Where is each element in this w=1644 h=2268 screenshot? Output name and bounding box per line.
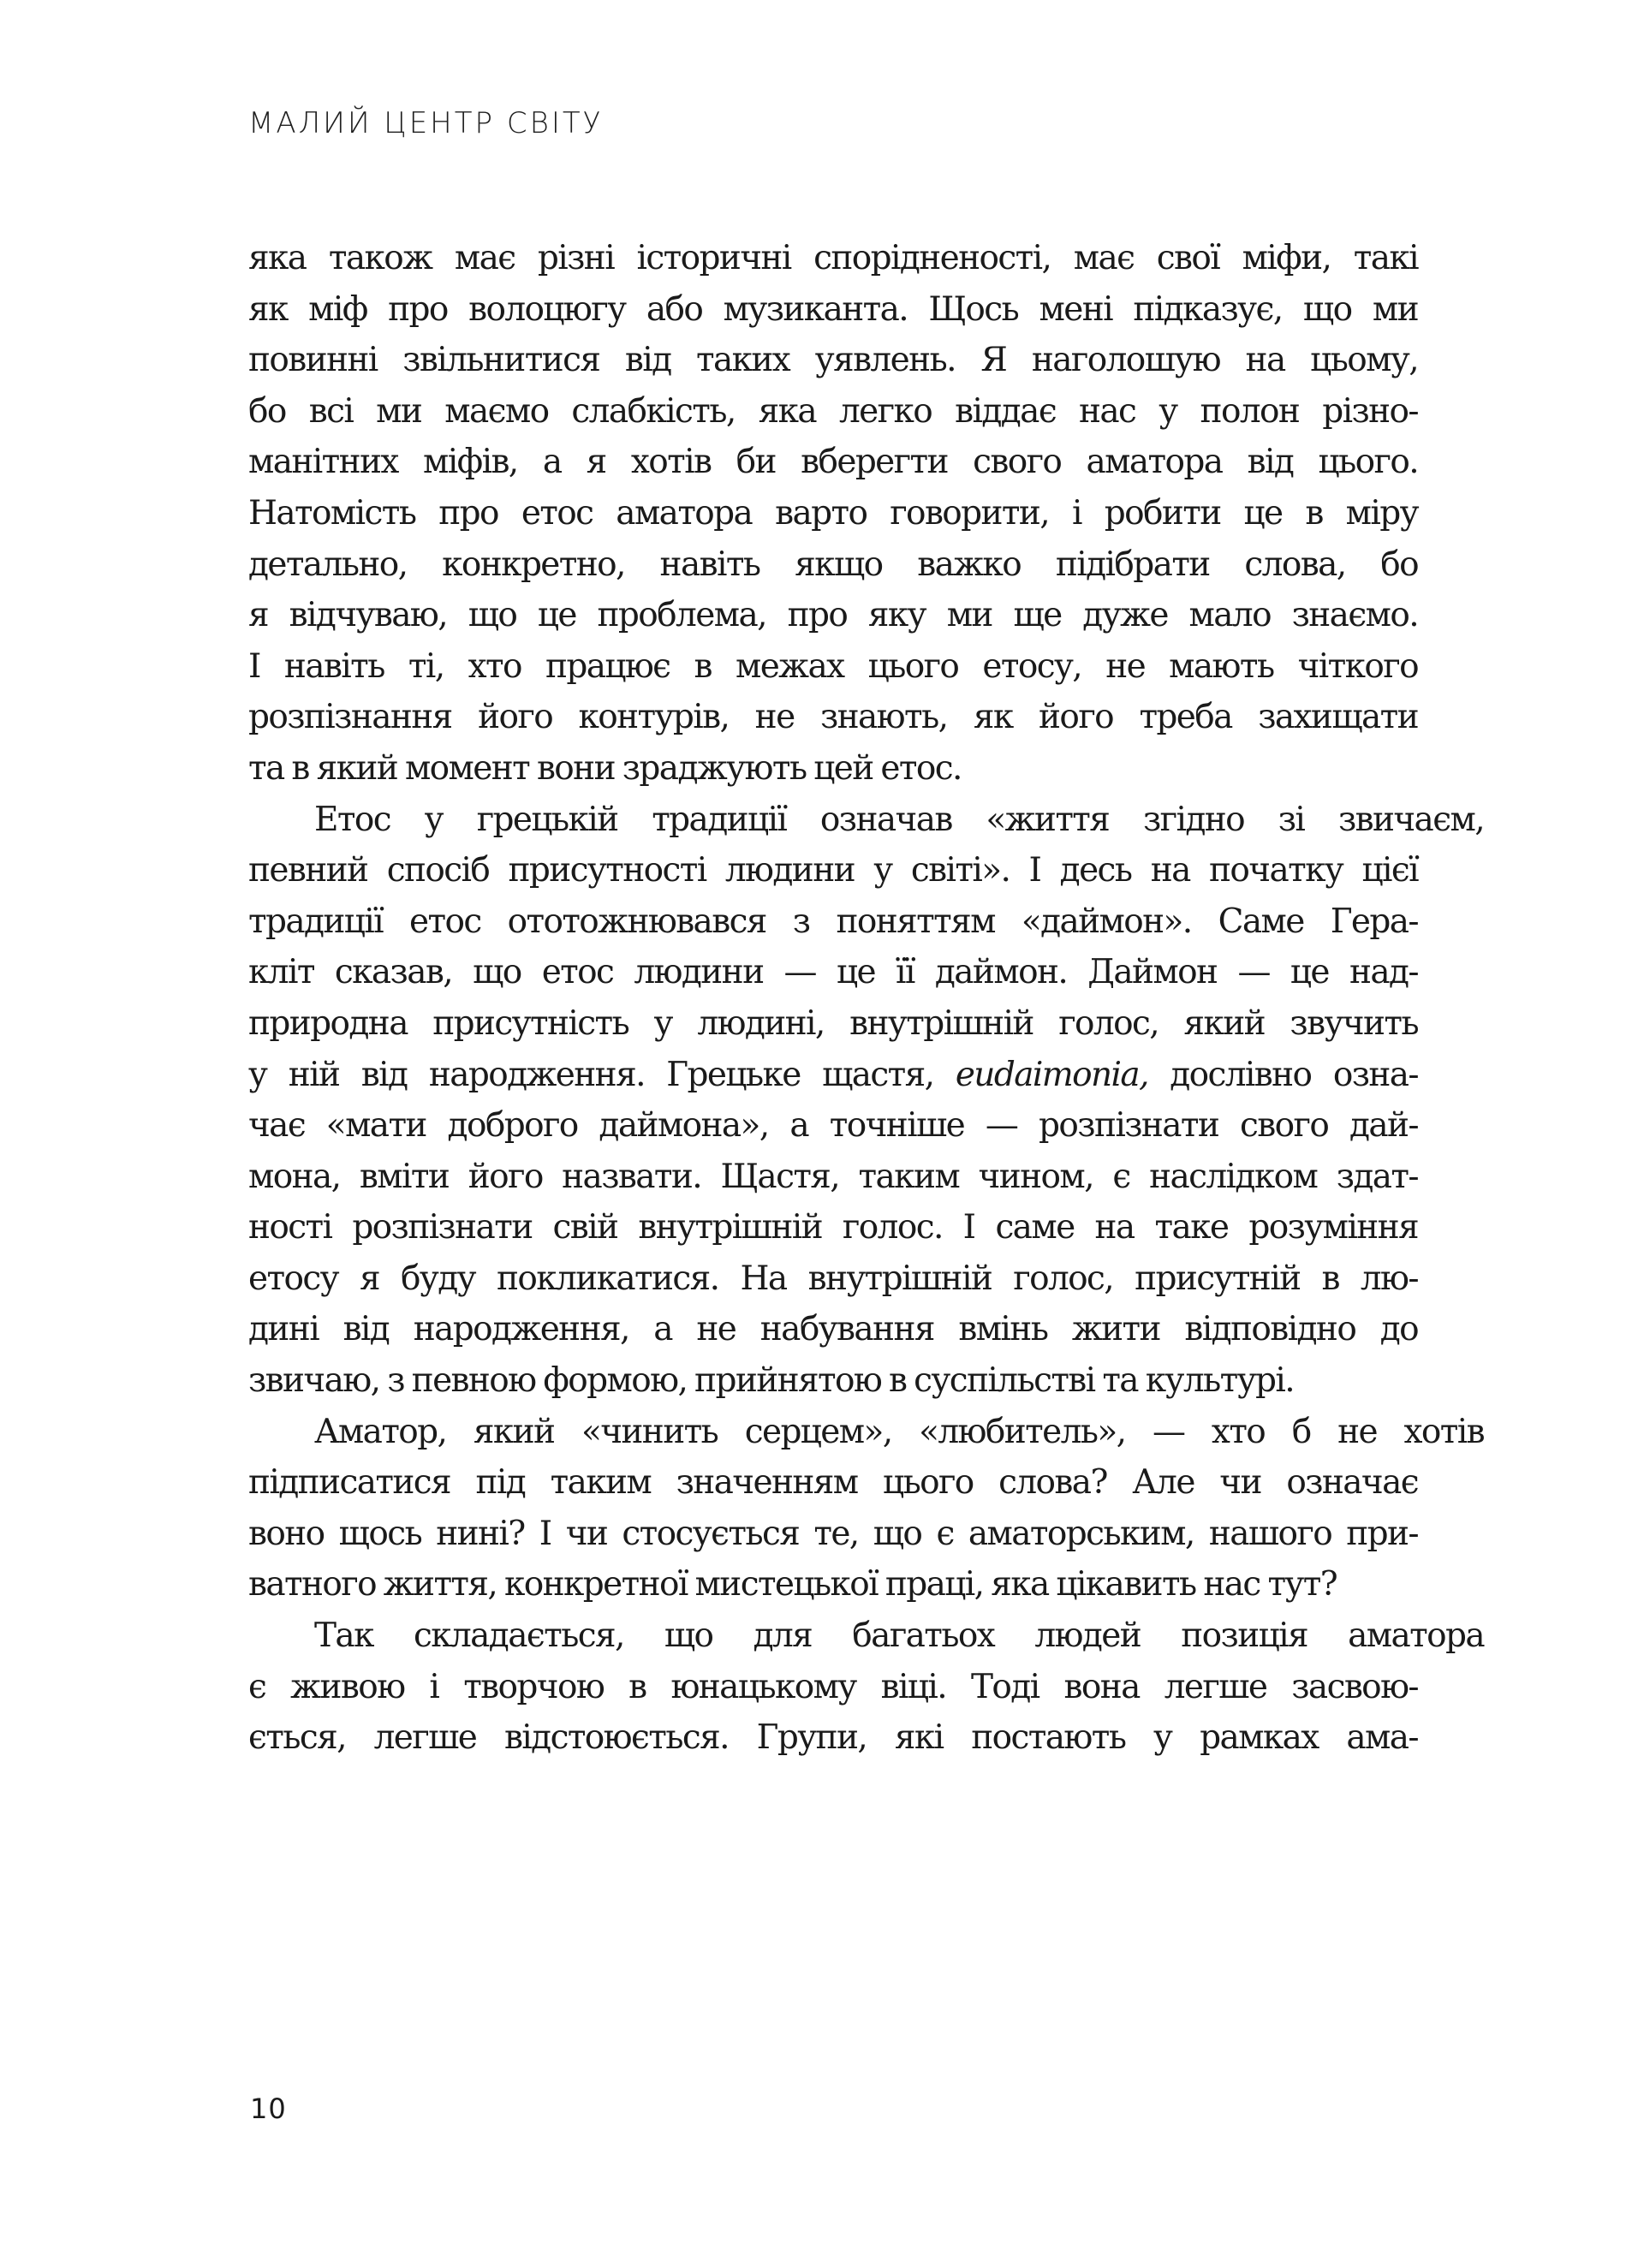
text-line: я відчуваю, що це проблема, про яку ми ще дуже мало знаємо.	[248, 596, 1418, 635]
text-line-paragraph-start: Етос у грецькій традиції означав «життя згідно зі звичаєм,	[314, 800, 1484, 839]
text-line: воно щось нині? І чи стосується те, що є аматорським, нашого при-	[248, 1514, 1418, 1553]
text-line-paragraph-end: ватного життя, конкретної мистецької праці, яка цікавить нас тут?	[248, 1565, 1337, 1604]
text-line: повинні звільнитися від таких уявлень. Я наголошую на цьому,	[248, 341, 1418, 380]
text-line-paragraph-end: та в який момент вони зраджують цей етос.	[248, 748, 962, 788]
text-line: дині від народження, а не набування вмінь жити відповідно до	[248, 1310, 1418, 1349]
text-line: традиції етос ототожнювався з поняттям «даймон». Саме Гера-	[248, 902, 1418, 941]
text-line: є живою і творчою в юнацькому віці. Тоді вона легше засвою-	[248, 1667, 1418, 1706]
italic-term: eudaimonia,	[955, 1055, 1148, 1094]
body-text	[248, 233, 1484, 1764]
text-line-paragraph-start: Так складається, що для багатьох людей позиція аматора	[314, 1616, 1484, 1656]
text-segment: у ній від народження. Грецьке щастя,	[248, 1055, 956, 1094]
text-line: Натомість про етос аматора варто говорити, і робити це в міру	[248, 493, 1418, 533]
text-line: ності розпізнати свій внутрішній голос. І саме на таке розуміння	[248, 1208, 1418, 1247]
text-line-paragraph-end: звичаю, з певною формою, прийнятою в суспільстві та культурі.	[248, 1361, 1295, 1401]
page-number: 10	[250, 2092, 287, 2125]
text-line: І навіть ті, хто працює в межах цього етосу, не мають чіткого	[248, 646, 1418, 686]
text-line: природна присутність у людині, внутрішній голос, який звучить	[248, 1003, 1418, 1043]
running-head-title: МАЛИЙ ЦЕНТР СВІТУ	[248, 106, 604, 140]
text-line: яка також має різні історичні спорідненості, має свої міфи, такі	[248, 239, 1418, 277]
text-line: розпізнання його контурів, не знають, як його треба захищати	[248, 698, 1418, 737]
text-line: підписатися під таким значенням цього слова? Але чи означає	[248, 1463, 1418, 1503]
text-line: манітних міфів, а я хотів би вберегти свого аматора від цього.	[248, 443, 1418, 482]
text-line-paragraph-start: Аматор, який «чинить серцем», «любитель», — хто б не хотів	[314, 1412, 1484, 1451]
text-line: певний спосіб присутності людини у світі». І десь на початку цієї	[248, 851, 1418, 890]
text-line: бо всі ми маємо слабкість, яка легко віддає нас у полон різно-	[248, 391, 1418, 431]
text-line: мона, вміти його назвати. Щастя, таким чином, є наслідком здат-	[248, 1157, 1418, 1196]
text-line: кліт сказав, що етос людини — це її даймон. Даймон — це над-	[248, 953, 1418, 992]
text-segment: дослівно озна-	[1147, 1055, 1419, 1094]
text-line: детально, конкретно, навіть якщо важко підібрати слова, бо	[248, 545, 1418, 584]
text-line: чає «мати доброго даймона», а точніше — розпізнати свого дай-	[248, 1106, 1418, 1146]
text-line: ється, легше відстоюється. Групи, які постають у рамках ама-	[248, 1718, 1418, 1758]
text-line-with-italic	[248, 1050, 1418, 1101]
text-line: як міф про волоцюгу або музиканта. Щось мені підказує, що ми	[248, 289, 1418, 329]
text-line: етосу я буду покликатися. На внутрішній голос, присутній в лю-	[248, 1259, 1418, 1298]
